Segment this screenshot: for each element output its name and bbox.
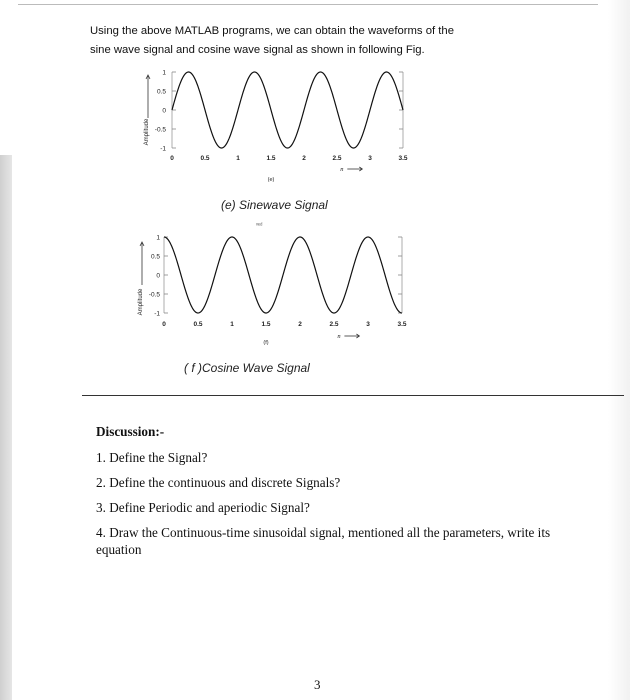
page-number: 3: [314, 677, 321, 692]
intro-line-2: sine wave signal and cosine wave signal as shown in following Fig.: [90, 44, 425, 56]
x-tick-label: 1: [236, 155, 240, 162]
x-tick-label: 1.5: [266, 155, 276, 162]
y-tick-label: 0.5: [150, 253, 160, 261]
figure-sublabel: (f): [263, 340, 269, 346]
y-axis-label: Amplitude: [138, 288, 144, 316]
section-divider: [82, 395, 624, 396]
x-tick-label: 3: [368, 155, 372, 162]
x-tick-label: 0.5: [200, 155, 210, 162]
discussion-question: 1. Define the Signal?: [96, 450, 208, 465]
cosinewave-chart: [0, 210, 630, 360]
x-tick-label: 0.5: [193, 321, 203, 328]
x-tick-label: 1: [230, 321, 234, 328]
x-tick-label: 3.5: [398, 155, 408, 162]
y-tick-label: 1: [156, 234, 160, 242]
x-tick-label: 0: [162, 321, 166, 328]
x-axis-label: n: [337, 333, 341, 340]
discussion-title: Discussion:-: [96, 424, 165, 439]
x-tick-label: 2.5: [332, 155, 342, 162]
x-tick-label: 0: [170, 155, 174, 162]
cosinewave-caption: ( f )Cosine Wave Signal: [184, 361, 310, 375]
discussion-question: 3. Define Periodic and aperiodic Signal?: [96, 500, 310, 515]
x-tick-label: 2.5: [329, 321, 339, 328]
x-tick-label: 1.5: [261, 321, 271, 328]
y-tick-label: -1: [160, 145, 166, 153]
x-axis-label: n: [340, 166, 344, 173]
x-tick-label: 2: [298, 321, 302, 328]
waveform-line: [164, 237, 402, 313]
discussion-question: 4. Draw the Continuous-time sinusoidal signal, mentioned all the parameters, write its equation: [96, 525, 551, 557]
y-tick-label: 0: [156, 272, 160, 280]
sinewave-chart: [0, 0, 630, 200]
intro-line-1: Using the above MATLAB programs, we can obtain the waveforms of the: [90, 25, 454, 37]
y-tick-label: -1: [154, 310, 160, 318]
y-tick-label: 0: [162, 107, 166, 115]
y-tick-label: 0.5: [156, 88, 166, 96]
x-tick-label: 2: [302, 155, 306, 162]
cosinewave-chart-svg: [0, 210, 630, 360]
x-tick-label: 3: [366, 321, 370, 328]
discussion-section: [96, 424, 576, 566]
y-tick-label: -0.5: [154, 126, 166, 134]
sinewave-caption: (e) Sinewave Signal: [221, 198, 328, 212]
y-axis-label: Amplitude: [144, 118, 150, 146]
figure-title-glyph: ᵛᵉᵈ: [255, 223, 263, 229]
waveform-line: [172, 72, 403, 148]
figure-sublabel: (e): [267, 177, 275, 183]
discussion-question: 2. Define the continuous and discrete Signals?: [96, 475, 341, 490]
x-tick-label: 3.5: [397, 321, 407, 328]
y-tick-label: -0.5: [148, 291, 160, 299]
sinewave-chart-svg: [0, 0, 630, 200]
y-tick-label: 1: [162, 69, 166, 77]
